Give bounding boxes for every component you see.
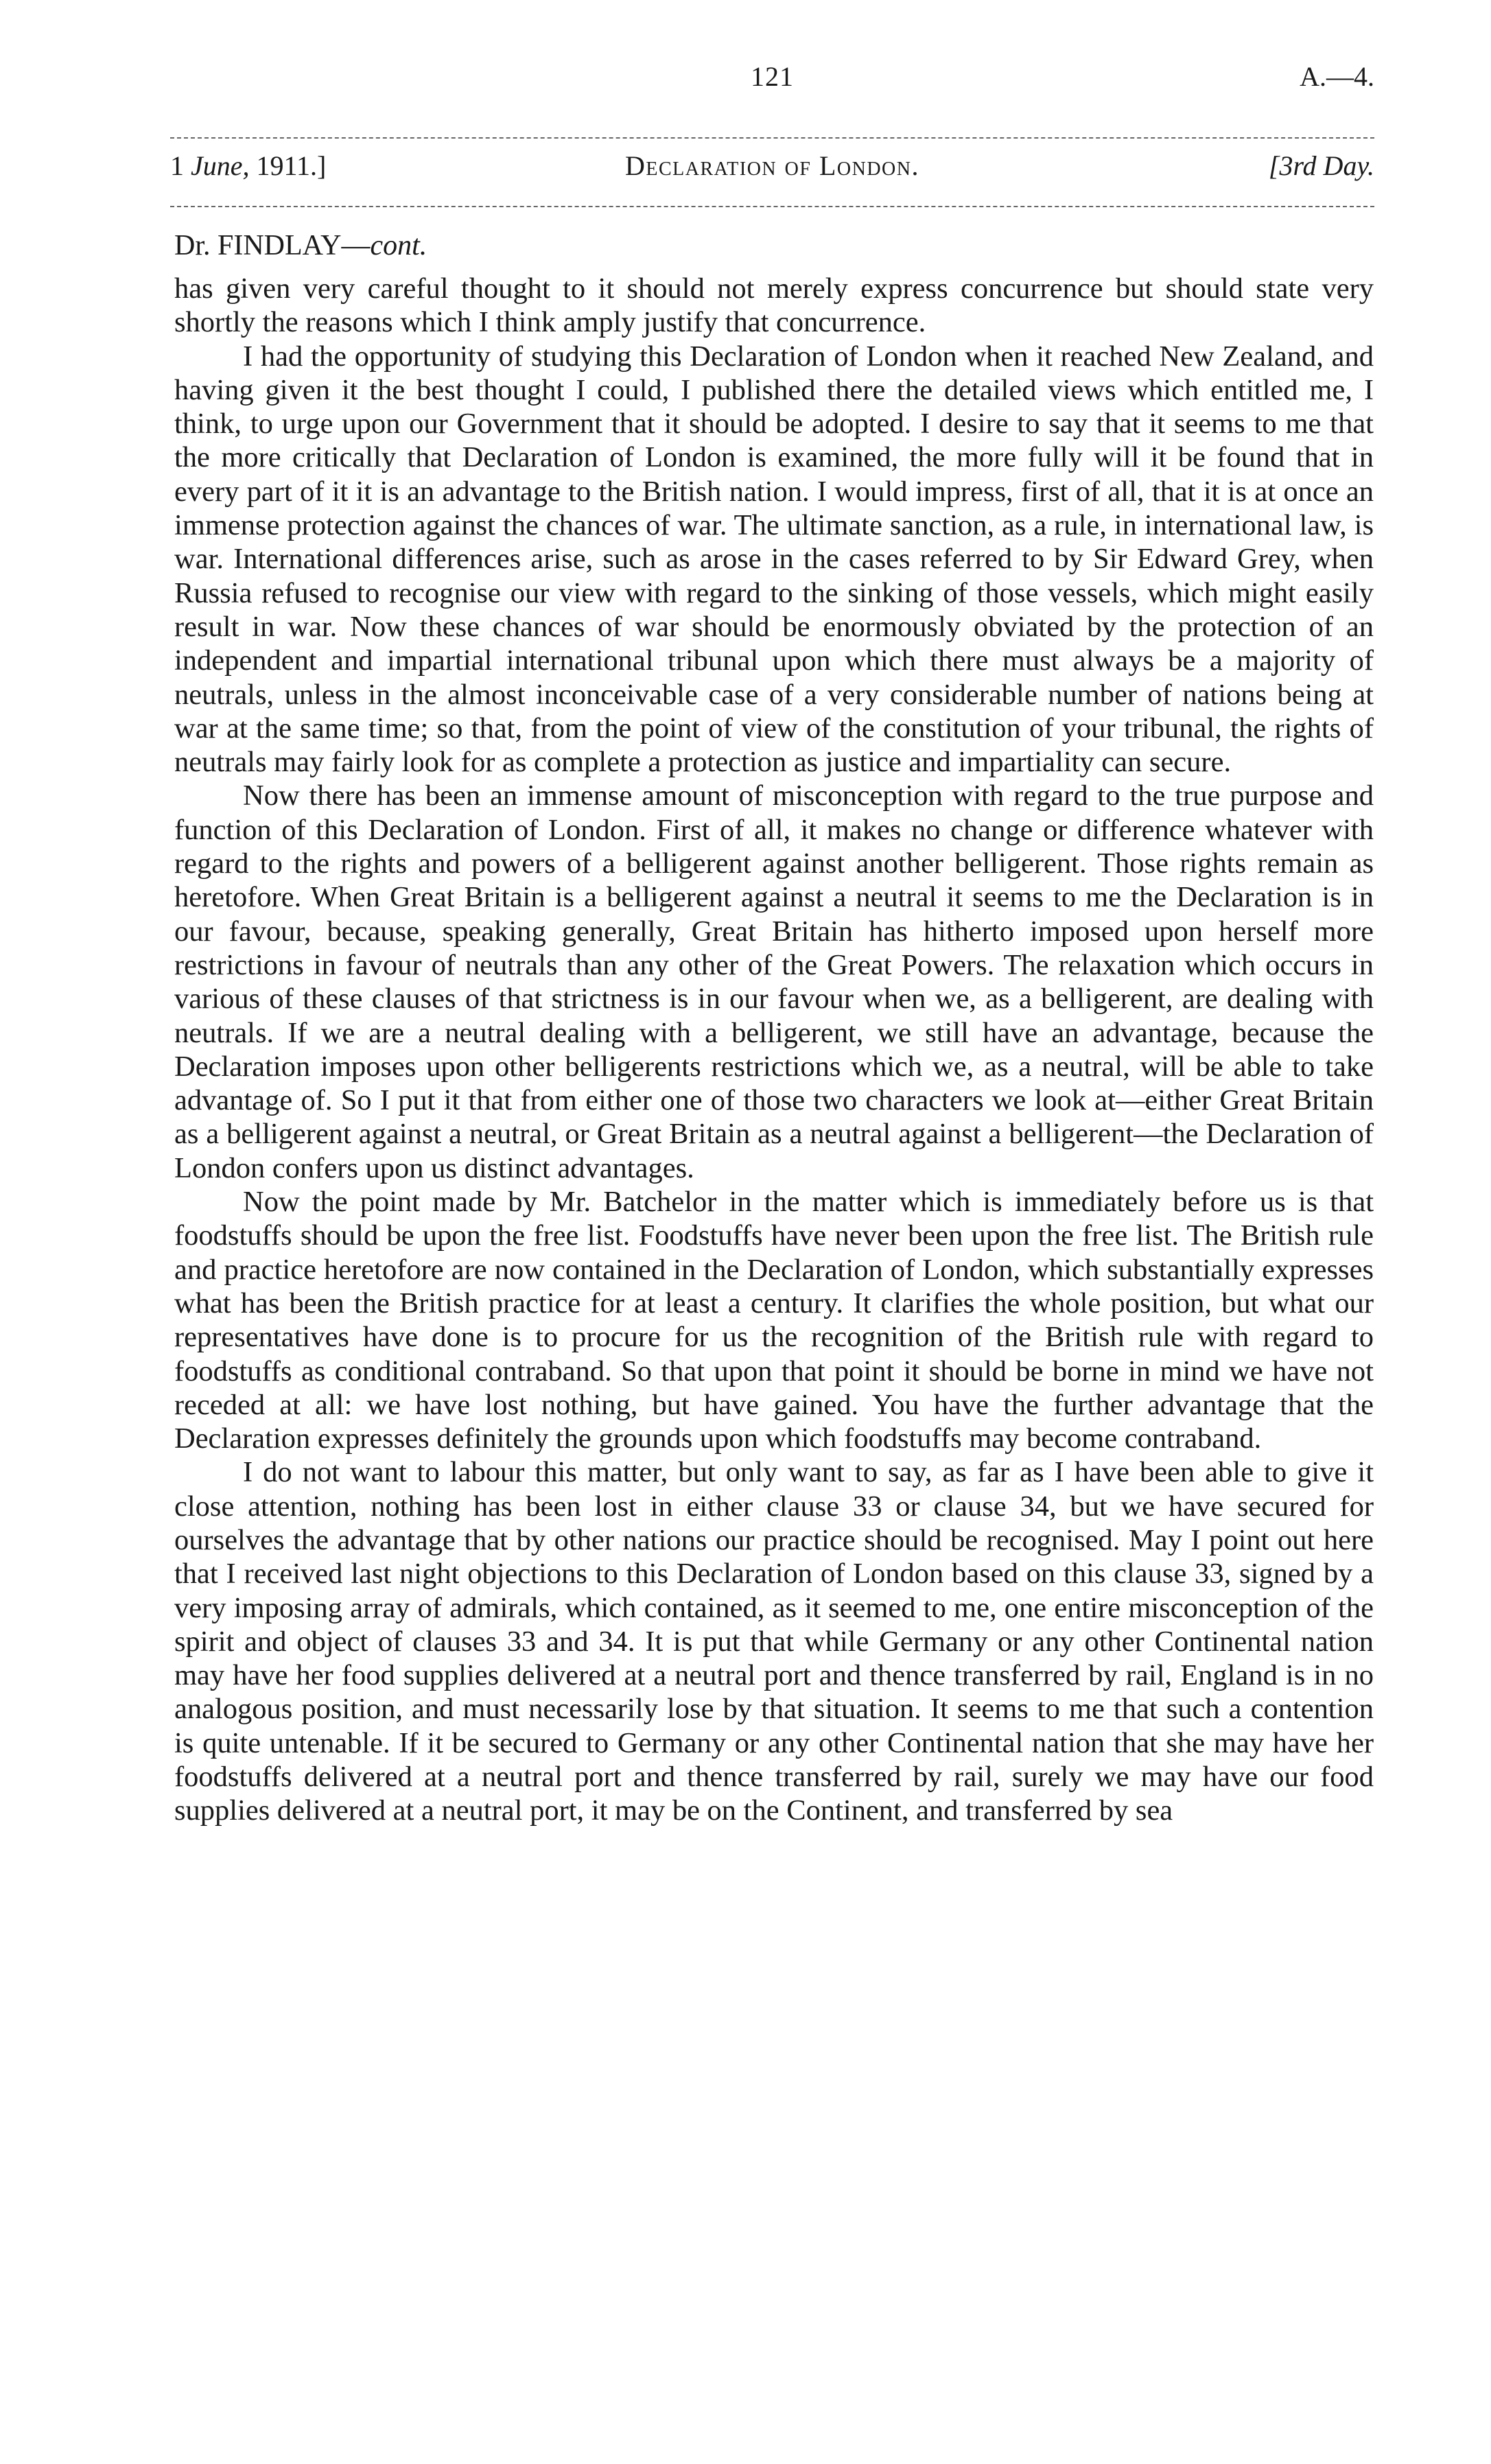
page-header xyxy=(170,60,1374,108)
date-month: June, xyxy=(191,150,250,181)
paragraph: I had the opportunity of studying this Declaration of London when it reached New Zealand, and having given it the best thought I could, I published there the detailed views which entitled me, I think, to urge upon our Government that it should be adopted. I desire to say that it seems to me that the more critically that Declaration of London is examined, the more fully will it be found that in every part of it it is an advantage to the British nation. I would impress, first of all, that it is at once an immense protection against the chances of war. The ultimate sanction, as a rule, in international law, is war. International differences arise, such as arose in the cases referred to by Sir Edward Grey, when Russia refused to recognise our view with regard to the sinking of those vessels, which might easily result in war. Now these chances of war should be enormously obviated by the protection of an independent and impartial international tribunal upon which there must always be a majority of neutrals, unless in the almost inconceivable case of a very considerable number of nations being at war at the same time; so that, from the point of view of the constitution of your tribunal, the rights of neutrals may fairly look for as complete a protection as justice and impartiality can secure. xyxy=(174,340,1374,779)
date-year: 1911.] xyxy=(256,150,327,181)
header-rule-top xyxy=(170,137,1374,139)
date-day: 1 xyxy=(170,150,184,181)
speaker-heading xyxy=(174,229,427,262)
header-rule-bottom xyxy=(170,206,1374,207)
speaker-cont: cont. xyxy=(370,230,427,261)
body-text xyxy=(174,272,1374,1828)
paragraph: I do not want to labour this matter, but only want to say, as far as I have been able to give it close attention, nothing has been lost in either clause 33 or clause 34, but we have secured for ourselves the advantage that by other nations our practice should be recognised. May I point out here that I received last night objections to this Declaration of London based on this clause 33, signed by a very imposing array of admirals, which contained, as it seemed to me, one entire misconception of the spirit and object of clauses 33 and 34. It is put that while Germany or any other Continental nation may have her food supplies delivered at a neutral port and thence transferred by rail, England is in no analogous position, and must necessarily lose by that situation. It seems to me that such a contention is quite untenable. If it be secured to Germany or any other Continental nation that she may have her foodstuffs delivered at a neutral port and thence transferred by rail, surely we may have our food supplies delivered at a neutral port, it may be on the Continent, and transferred by sea xyxy=(174,1456,1374,1827)
paragraph: has given very careful thought to it should not merely express concurrence but should state very shortly the reasons which I think amply justify that concurrence. xyxy=(174,272,1374,339)
speaker-name: Dr. FINDLAY— xyxy=(174,230,371,261)
page-number: 121 xyxy=(751,61,794,92)
paragraph: Now there has been an immense amount of misconception with regard to the true purpose and function of this Declaration of London. First of all, it makes no change or difference whatever with regard to the rights and powers of a belligerent against another belligerent. Those rights remain as heretofore. When Great Britain is a belligerent against a neutral it seems to me the Declaration is in our favour, because, speaking generally, Great Britain has hitherto imposed upon herself more restrictions in favour of neutrals than any other of the Great Powers. The relaxation which occurs in various of these clauses of that strictness is in our favour when we, as a belligerent, are dealing with neutrals. If we are a neutral dealing with a belligerent, we still have an advantage, because the Declaration imposes upon other belligerents restrictions which we, as a neutral, will be able to take advantage of. So I put it that from either one of those two characters we look at—either Great Britain as a belligerent against a neutral, or Great Britain as a neutral against a belligerent—the Declaration of London confers upon us distinct advantages. xyxy=(174,779,1374,1184)
paragraph: Now the point made by Mr. Batchelor in the matter which is immediately before us is that foodstuffs should be upon the free list. Foodstuffs have never been upon the free list. The British rule and practice heretofore are now contained in the Declaration of London, which substantially expresses what has been the British practice for at least a century. It clarifies the whole position, but what our representatives have done is to procure for us the recognition of the British rule with regard to foodstuffs as conditional contraband. So that upon that point it should be borne in mind we have not receded at all: we have lost nothing, but have gained. You have the further advantage that the Declaration expresses definitely the grounds upon which foodstuffs may become contraband. xyxy=(174,1186,1374,1455)
running-head xyxy=(170,150,1374,191)
series-code: A.—4. xyxy=(1300,61,1374,92)
running-head-title: Declaration of London. xyxy=(625,150,919,181)
running-head-day: [3rd Day. xyxy=(1268,150,1374,181)
